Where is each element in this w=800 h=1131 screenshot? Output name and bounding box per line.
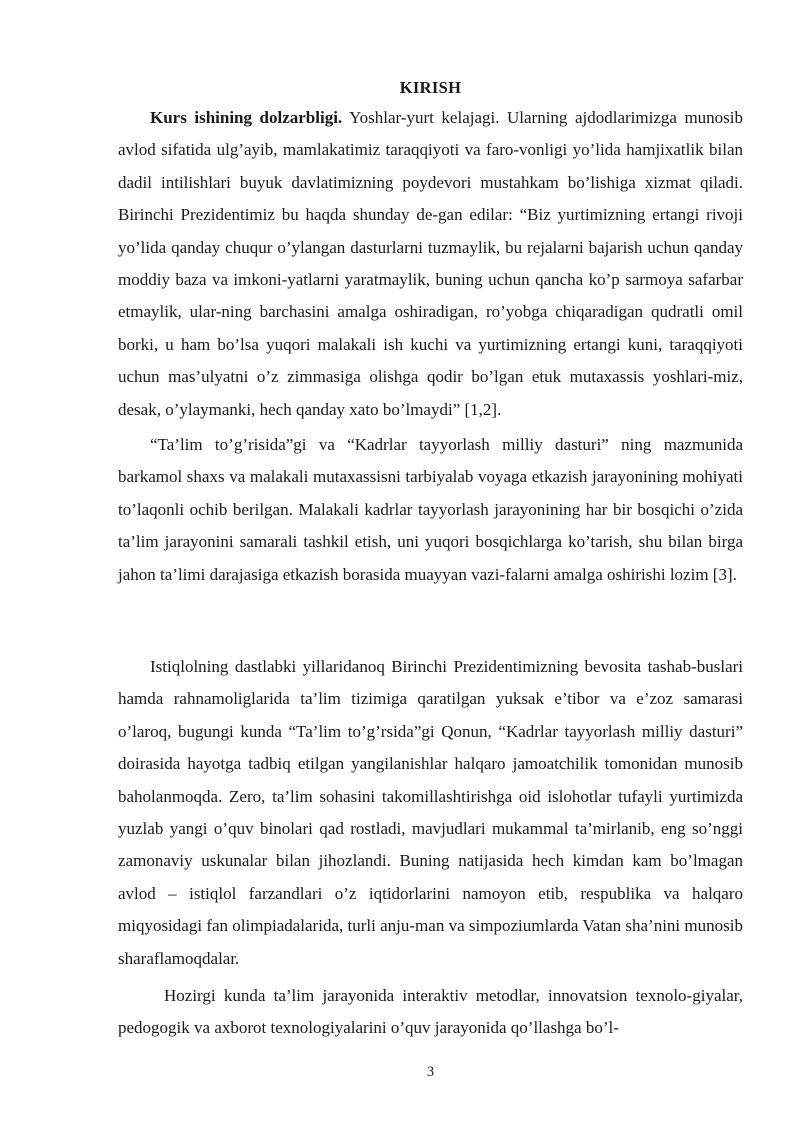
- paragraph-interactive-methods: [118, 980, 743, 1045]
- page-number: 3: [426, 1064, 435, 1080]
- paragraph-text: Istiqlolning dastlabki yillaridanoq Birinchi Prezidentimizning bevosita tashab-buslari hamda rahnamoliglarida ta’lim tizimiga qaratilgan yuksak e’tibor va e’zoz samarasi o’laroq, bugungi kunda “Ta’lim to’g’rsida”gi Qonun, “Kadrlar tayyorlash milliy dasturi” doirasida hayotga tadbiq etilgan yangilanishlar halqaro jamoatchilik tomonidan munosib baholanmoqda. Zero, ta’lim sohasini takomillashtirishga oid islohotlar tufayli yurtimizda yuzlab yangi o’quv binolari qad rostladi, mavjudlari mukammal ta’mirlanib, eng so’nggi zamonaviy uskunalar bilan jihozlandi. Buning natijasida hech kimdan kam bo’lmagan avlod – istiqlol farzandlari o’z iqtidorlarini namoyon etib, respublika va halqaro miqyosidagi fan olimpiadalarida, turli anju-man va simpoziumlarda Vatan sha’nini munosib sharaflamoqdalar.: [118, 657, 743, 968]
- section-heading: KIRISH: [399, 78, 462, 97]
- paragraph-lead-bold: Kurs ishining dolzarbligi.: [150, 108, 343, 127]
- paragraph-education-law: [118, 429, 743, 591]
- document-page: [118, 0, 743, 1131]
- paragraph-independence: [118, 651, 743, 975]
- paragraph-text: “Ta’lim to’g’risida”gi va “Kadrlar tayyorlash milliy dasturi” ning mazmunida barkamol shaxs va malakali mutaxassisni tarbiyalab voyaga etkazish jarayonining mohiyati to’laqonli ochib berilgan. Malakali kadrlar tayyorlash jarayonining har bir bosqichi o’zida ta’lim jarayonini samarali tashkil etish, uni yuqori bosqichlarga ko’tarish, shu bilan birga jahon ta’limi darajasiga etkazish borasida muayyan vazi-falarni amalga oshirishi lozim [3].: [118, 435, 743, 584]
- paragraph-text: Yoshlar-yurt kelajagi. Ularning ajdodlarimizga munosib avlod sifatida ulg’ayib, mamlakatimiz taraqqiyoti va faro-vonligi yo’lida hamjixatlik bilan dadil intilishlari buyuk davlatimizning poydevori mustahkam bo’lishiga xizmat qiladi. Birinchi Prezidentimiz bu haqda shunday de-gan edilar: “Biz yurtimizning ertangi rivoji yo’lida qanday chuqur o’ylangan dasturlarni tuzmaylik, bu rejalarni bajarish uchun qanday moddiy baza va imkoni-yatlarni yaratmaylik, buning uchun qancha ko’p sarmoya safarbar etmaylik, ular-ning barchasini amalga oshiradigan, ro’yobga chiqaradigan qudratli omil borki, u ham bo’lsa yuqori malakali ish kuchi va yurtimizning ertangi kuni, taraqqiyoti uchun mas’ulyatni o’z zimmasiga olishga qodir bo’lgan etuk mutaxassis yoshlari-miz, desak, o’ylaymanki, hech qanday xato bo’lmaydi” [1,2].: [118, 108, 743, 419]
- paragraph-relevance: [118, 102, 743, 426]
- paragraph-text: Hozirgi kunda ta’lim jarayonida interaktiv metodlar, innovatsion texnolo-giyalar, pedogogik va axborot texnologiyalarini o’quv jarayonida qo’llashga bo’l-: [118, 986, 743, 1038]
